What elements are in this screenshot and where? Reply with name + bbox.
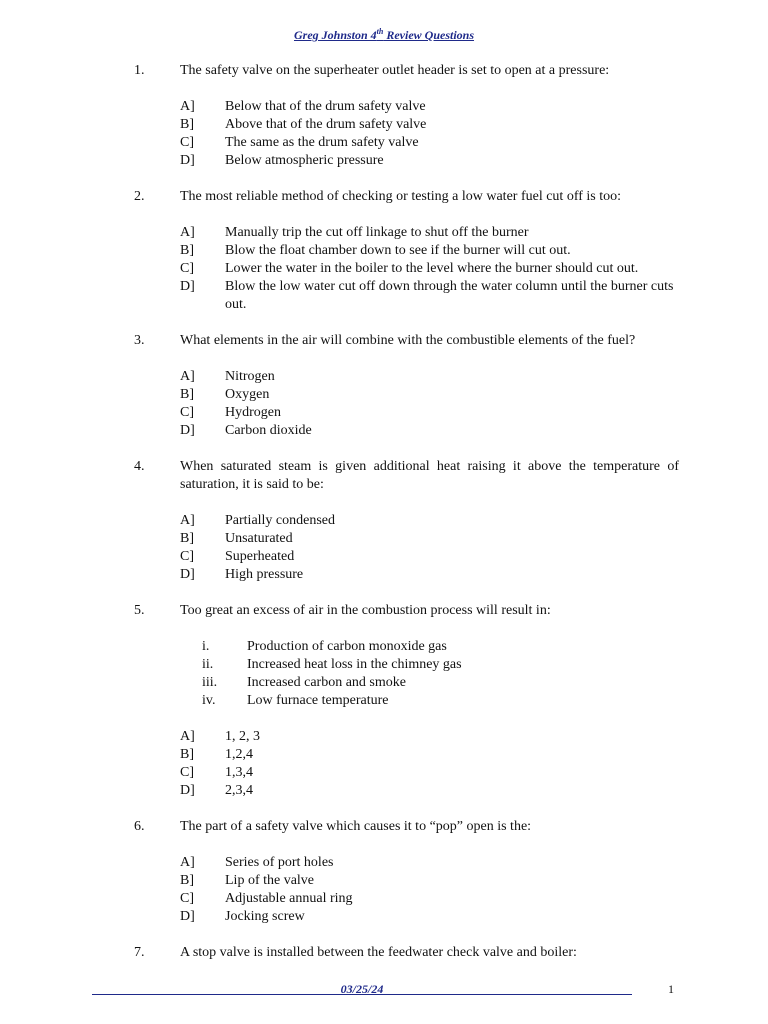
option-letter: B] [180, 531, 194, 546]
option-letter: B] [180, 117, 194, 132]
statement-item [202, 674, 679, 692]
question-number: 3. [134, 333, 145, 348]
option-c [180, 404, 679, 422]
question-number: 4. [134, 459, 145, 474]
statement-numeral: iii. [202, 675, 218, 690]
question-2 [134, 188, 679, 314]
question-number: 7. [134, 945, 145, 960]
question-text: The safety valve on the superheater outlet header is set to open at a pressure: [180, 63, 610, 78]
option-text: Superheated [225, 549, 295, 564]
option-letter: B] [180, 873, 194, 888]
statement-text: Increased heat loss in the chimney gas [247, 657, 462, 672]
option-text: The same as the drum safety valve [225, 135, 419, 150]
header-name: Greg Johnston 4 [293, 28, 377, 42]
option-letter: D] [180, 783, 195, 798]
option-letter: A] [180, 729, 195, 744]
question-5 [134, 602, 679, 800]
statement-numeral: ii. [202, 657, 214, 672]
option-letter: A] [180, 225, 195, 240]
answer-options [134, 854, 679, 926]
answer-options [134, 728, 679, 800]
option-text: Series of port holes [225, 855, 334, 870]
option-text: Above that of the drum safety valve [225, 117, 427, 132]
option-text: Nitrogen [225, 369, 275, 384]
option-a [180, 224, 679, 242]
option-b [180, 746, 679, 764]
option-letter: C] [180, 135, 194, 150]
option-d [180, 278, 679, 314]
option-c [180, 764, 679, 782]
question-number: 2. [134, 189, 145, 204]
statement-item [202, 656, 679, 674]
option-letter: B] [180, 243, 194, 258]
page-number: 1 [668, 982, 674, 996]
statement-text: Low furnace temperature [247, 693, 389, 708]
option-a [180, 728, 679, 746]
question-text: Too great an excess of air in the combustion process will result in: [180, 603, 551, 618]
option-text: Lip of the valve [225, 873, 315, 888]
question-number: 6. [134, 819, 145, 834]
option-letter: D] [180, 279, 195, 294]
option-text: Blow the low water cut off down through the water column until the burner cuts out. [225, 279, 674, 312]
option-c [180, 260, 679, 278]
option-b [180, 386, 679, 404]
option-a [180, 854, 679, 872]
option-text: Hydrogen [225, 405, 281, 420]
option-text: Lower the water in the boiler to the level where the burner should cut out. [225, 261, 639, 276]
option-letter: A] [180, 855, 195, 870]
option-d [180, 782, 679, 800]
option-text: Below atmospheric pressure [225, 153, 384, 168]
option-text: Manually trip the cut off linkage to shut off the burner [225, 225, 529, 240]
option-text: Carbon dioxide [225, 423, 312, 438]
option-letter: A] [180, 369, 195, 384]
footer-date: 03/25/24 [340, 982, 384, 996]
question-text: When saturated steam is given additional heat raising it above the temperature of saturation, it is said to be: [180, 459, 679, 492]
option-letter: D] [180, 567, 195, 582]
statement-text: Increased carbon and smoke [247, 675, 406, 690]
answer-options [134, 512, 679, 584]
question-text: The part of a safety valve which causes it to “pop” open is the: [180, 819, 532, 834]
option-letter: A] [180, 99, 195, 114]
option-text: Jocking screw [225, 909, 305, 924]
option-c [180, 134, 679, 152]
option-letter: C] [180, 891, 194, 906]
document-header [0, 27, 768, 43]
option-text: 1,3,4 [225, 765, 253, 780]
option-b [180, 872, 679, 890]
question-list [134, 62, 679, 980]
option-d [180, 422, 679, 440]
question-1 [134, 62, 679, 170]
option-letter: C] [180, 765, 194, 780]
question-number: 5. [134, 603, 145, 618]
answer-options [134, 224, 679, 314]
statement-item [202, 638, 679, 656]
question-text: A stop valve is installed between the feedwater check valve and boiler: [180, 945, 577, 960]
option-c [180, 548, 679, 566]
option-letter: C] [180, 405, 194, 420]
option-text: Blow the float chamber down to see if the burner will cut out. [225, 243, 571, 258]
question-7 [134, 944, 679, 962]
option-c [180, 890, 679, 908]
question-text: What elements in the air will combine with the combustible elements of the fuel? [180, 333, 636, 348]
statement-numeral: i. [202, 639, 210, 654]
statement-list [134, 638, 679, 710]
option-text: Partially condensed [225, 513, 336, 528]
statement-item [202, 692, 679, 710]
option-text: High pressure [225, 567, 304, 582]
option-letter: B] [180, 387, 194, 402]
option-b [180, 116, 679, 134]
option-letter: D] [180, 153, 195, 168]
option-letter: C] [180, 261, 194, 276]
option-letter: C] [180, 549, 194, 564]
option-letter: B] [180, 747, 194, 762]
header-rest: Review Questions [383, 28, 475, 42]
statement-text: Production of carbon monoxide gas [247, 639, 447, 654]
option-letter: D] [180, 423, 195, 438]
option-d [180, 566, 679, 584]
answer-options [134, 98, 679, 170]
option-a [180, 368, 679, 386]
option-text: Unsaturated [225, 531, 293, 546]
option-letter: D] [180, 909, 195, 924]
option-b [180, 530, 679, 548]
option-text: Adjustable annual ring [225, 891, 353, 906]
answer-options [134, 368, 679, 440]
header-superscript: th [376, 27, 384, 36]
option-text: 1,2,4 [225, 747, 253, 762]
option-d [180, 152, 679, 170]
question-3 [134, 332, 679, 440]
option-letter: A] [180, 513, 195, 528]
statement-numeral: iv. [202, 693, 216, 708]
question-6 [134, 818, 679, 926]
option-d [180, 908, 679, 926]
option-text: Oxygen [225, 387, 270, 402]
option-a [180, 98, 679, 116]
question-text: The most reliable method of checking or testing a low water fuel cut off is too: [180, 189, 622, 204]
option-text: 1, 2, 3 [225, 729, 260, 744]
option-text: Below that of the drum safety valve [225, 99, 426, 114]
option-a [180, 512, 679, 530]
option-b [180, 242, 679, 260]
question-number: 1. [134, 63, 145, 78]
option-text: 2,3,4 [225, 783, 253, 798]
question-4 [134, 458, 679, 584]
